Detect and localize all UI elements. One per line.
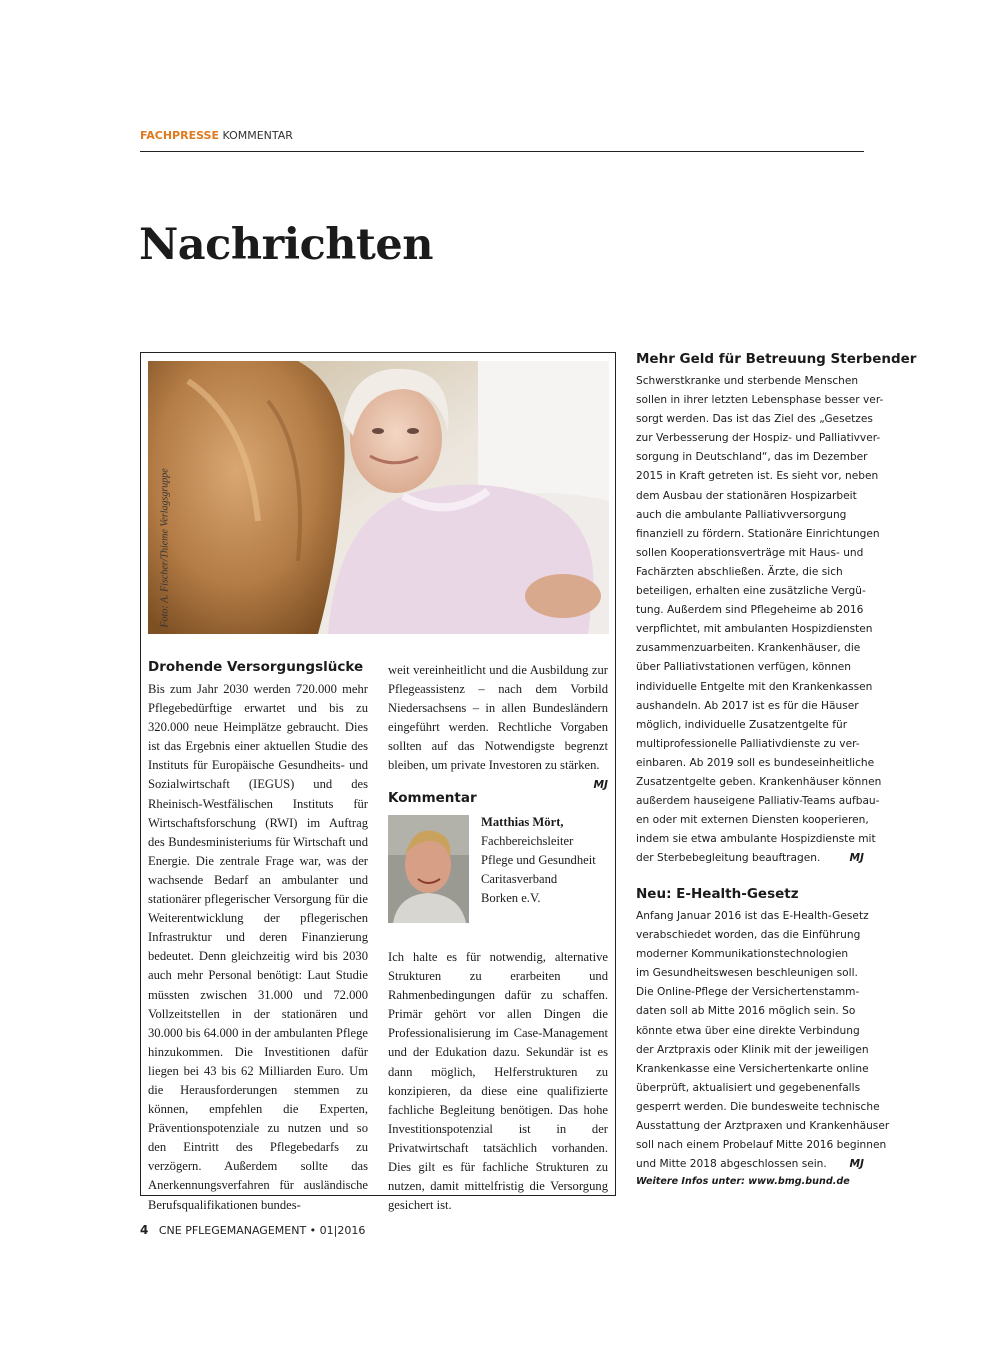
article-text-hospiz: Schwerstkranke und sterbende Menschen sollen in ihrer letzten Lebensphase besser ver- sorgt werden. Das ist das Ziel des „Gesetzes zur Verbesserung der Hospiz- und Palliativver- sorgung in Deutschland“, das im Dezember 2015 in Kraft getreten ist. Es sieht vor, neben dem Ausbau der stationären Hospizarbeit auch die ambulante Palliativversorgung finanziell zu fördern. Stationäre Einrichtungen sollen Kooperationsverträge mit Haus- und Fachärzten abschließen. Ärzte, die sich beteiligen, erhalten eine zusätzliche Vergü- tung. Außerdem sind Pflegeheime ab 2016 verpflichtet, mit ambulanten Hospizdiensten zusammenzuarbeiten. Krankenhäuser, die über Palliativstationen verfügen, können individuelle Entgelte mit den Krankenkassen aushandeln. Ab 2017 ist es für die Häuser möglich, individuelle Zusatzentgelte für multiprofessionelle Palliativdienste zu ver- einbaren. Ab 2019 soll es bundeseinheitliche Zusatzentgelte geben. Krankenhäuser können außerdem hauseigene Palliativ-Teams aufbau- en oder mit externen Diensten kooperieren, indem sie etwa ambulante Hospizdienste mit der Sterbebegleitung beauftragen. MJ bbox=[636, 372, 864, 868]
article-heading: Neu: E-Health-Gesetz bbox=[636, 886, 799, 902]
photo-credit: Foto: A. Fischer/Thieme Verlagsgruppe bbox=[159, 468, 171, 628]
kommentar-text: Ich halte es für notwendig, alternative Strukturen zu erarbeiten und Rahmenbedingungen dafür zu schaffen. Primär gehört vor allen Dingen die Professionalisierung im Case-Management und der Edukation dazu. Sekundär ist es dann möglich, Helferstrukturen zu konzipieren, da diese eine qualifizierte fachliche Begleitung benötigen. Das hohe Investitionspotenzial ist in der Privatwirtschaft tatsächlich vorhanden. Dies gilt es für fachliche Strukturen zu nutzen, damit mittelfristig die Versorgung gesichert ist. bbox=[388, 950, 608, 1213]
subsection-label: KOMMENTAR bbox=[222, 129, 293, 142]
author-role: Fachbereichsleiter bbox=[481, 834, 574, 849]
author-signature: MJ bbox=[849, 852, 864, 865]
author-name: Matthias Mört, bbox=[481, 815, 564, 829]
issue-number: 01|2016 bbox=[319, 1224, 366, 1237]
page-number: 4 bbox=[140, 1223, 149, 1237]
author-portrait bbox=[388, 815, 469, 923]
section-label: FACHPRESSE bbox=[140, 129, 219, 142]
article-text-ehealth: Anfang Januar 2016 ist das E-Health-Gesetz verabschiedet worden, das die Einführung moderner Kommunikationstechnologien im Gesundheitswesen beschleunigen soll. Die Online-Pflege der Versichertenstamm- daten soll ab Mitte 2016 möglich sein. So könnte etwa über eine direkte Verbindung der Arztpraxis oder Klinik mit der jeweiligen Krankenkasse eine Versichertenkarte online überprüft, aktualisiert und gegebenenfalls gesperrt werden. Die bundesweite technische Ausstattung der Arztpraxen und Krankenhäuser soll nach einem Probelauf Mitte 2016 beginnen und Mitte 2018 abgeschlossen sein. MJ bbox=[636, 907, 864, 1174]
article-text-col1: Bis zum Jahr 2030 werden 720.000 mehr Pflegebedürftige erwartet und bis zu 320.000 neue Heimplätze gebraucht. Dies ist das Ergebnis einer aktuellen Studie des Instituts für Europäische Gesundheits- und Sozialwirtschaft (IEGUS) und des Rheinisch-Westfälischen Instituts für Wirtschaftsforschung (RWI) im Auftrag des Bundesministeriums für Wirtschaft und Energie. Die zentrale Frage war, was der wachsende Bedarf an ambulanter und stationärer pflegerischer Versorgung für die Weiterentwicklung der pflegerischen Infrastruktur und deren Finanzierung bedeutet. Denn gleichzeitig wird bis 2030 auch mehr Personal benötigt: Laut Studie müssten zwischen 31.000 und 72.000 Vollzeitstellen in der stationären und 30.000 bis 64.000 in der ambulanten Pflege hinzukommen. Die Investitionen dafür liegen bei 43 bis 62 Milliarden Euro. Um die Herausforderungen stemmen zu können, empfehlen die Experten, Präventionspotenziale zu nutzen und so den Eintritt des Pflegebedarfs zu verzögern. Außerdem sollte das Anerkennungsverfahren für ausländische Berufsqualifikationen bundes- bbox=[148, 682, 368, 1212]
author-org: Caritasverband bbox=[481, 872, 558, 887]
journal-name: CNE PFLEGEMANAGEMENT bbox=[158, 1224, 307, 1237]
nurse-patient-photo bbox=[148, 361, 609, 634]
author-info bbox=[481, 813, 596, 908]
article-heading: Mehr Geld für Betreuung Sterbender bbox=[636, 351, 917, 367]
author-dept: Pflege und Gesundheit bbox=[481, 853, 596, 868]
section-header bbox=[140, 129, 864, 152]
kommentar-heading: Kommentar bbox=[388, 790, 477, 806]
author-signature: MJ bbox=[593, 778, 608, 791]
more-info-link[interactable]: Weitere Infos unter: www.bmg.bund.de bbox=[636, 1176, 850, 1187]
author-location: Borken e.V. bbox=[481, 891, 541, 906]
author-photo bbox=[388, 815, 469, 923]
page-title: Nachrichten bbox=[139, 220, 434, 270]
author-signature: MJ bbox=[849, 1158, 864, 1171]
page-footer: 4 CNE PFLEGEMANAGEMENT • 01|2016 bbox=[140, 1223, 366, 1237]
article-text-col2 bbox=[388, 661, 608, 795]
article-text-cont: weit vereinheitlicht und die Ausbildung zur Pflegeassistenz – nach dem Vorbild Niedersachsens – in allen Bundesländern eingeführt werden. Rechtliche Vorgaben sollten auf das Notwendigste begrenzt bleiben, um private Investoren zu stärken. bbox=[388, 663, 608, 773]
article-photo bbox=[148, 361, 609, 634]
article-heading: Drohende Versorgungslücke bbox=[148, 659, 364, 675]
